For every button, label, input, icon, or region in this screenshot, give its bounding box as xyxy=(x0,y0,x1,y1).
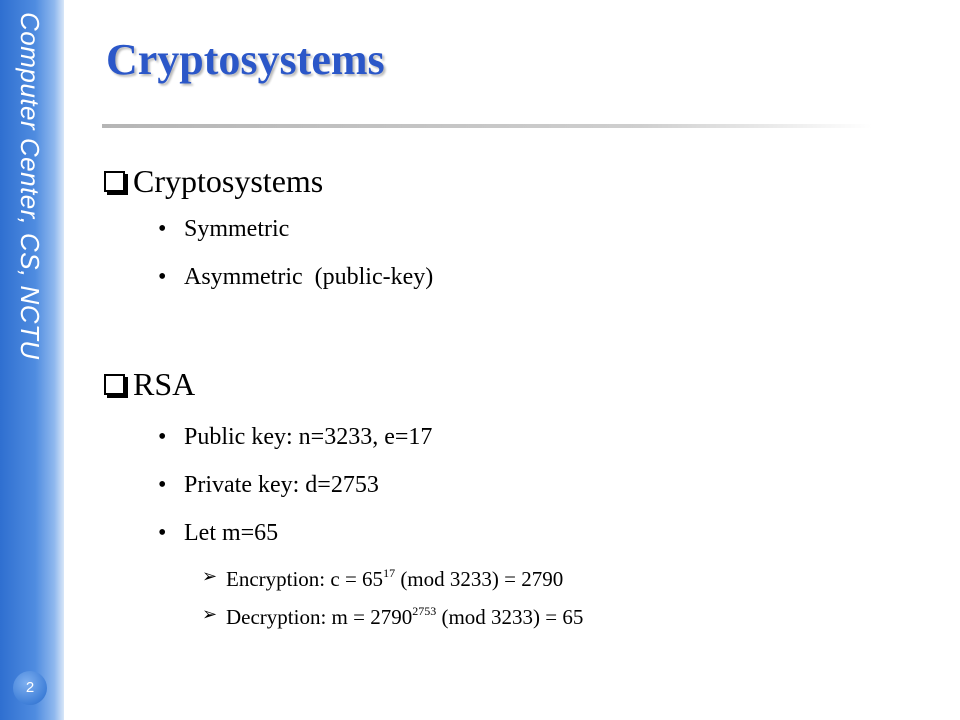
list-item: • Private key: d=2753 xyxy=(158,472,379,498)
sidebar-label: Computer Center, CS, NCTU xyxy=(15,12,45,360)
dot-icon: • xyxy=(158,424,167,450)
dot-icon: • xyxy=(158,216,167,242)
arrow-icon: ➢ xyxy=(202,566,218,586)
list-item: • Public key: n=3233, e=17 xyxy=(158,424,433,450)
square-bullet-icon xyxy=(104,374,125,395)
dot-icon: • xyxy=(158,520,167,546)
sidebar xyxy=(0,0,64,720)
slide-title: Cryptosystems xyxy=(106,35,385,84)
arrow-icon: ➢ xyxy=(202,604,218,624)
list-item: • Symmetric xyxy=(158,216,290,242)
sub-list-item-decryption: ➢ Decryption: $m = 2790^{2753}$ (mod 3233) = 65 xyxy=(202,604,584,629)
title-divider xyxy=(102,124,872,128)
square-bullet-icon xyxy=(104,171,125,192)
list-item: • Asymmetric (public-key) xyxy=(158,264,434,290)
section-rsa xyxy=(104,366,195,403)
dot-icon: • xyxy=(158,472,167,498)
section-heading: RSA xyxy=(133,366,196,402)
section-cryptosystems xyxy=(104,163,323,200)
list-item: • Let m=65 xyxy=(158,520,279,546)
sub-list-item-encryption: ➢ Encryption: $c = 65^{17}$ (mod 3233) = 2790 xyxy=(202,566,564,591)
section-heading: Cryptosystems xyxy=(133,163,324,199)
page-number-badge: 2 xyxy=(13,671,47,705)
dot-icon: • xyxy=(158,264,167,290)
